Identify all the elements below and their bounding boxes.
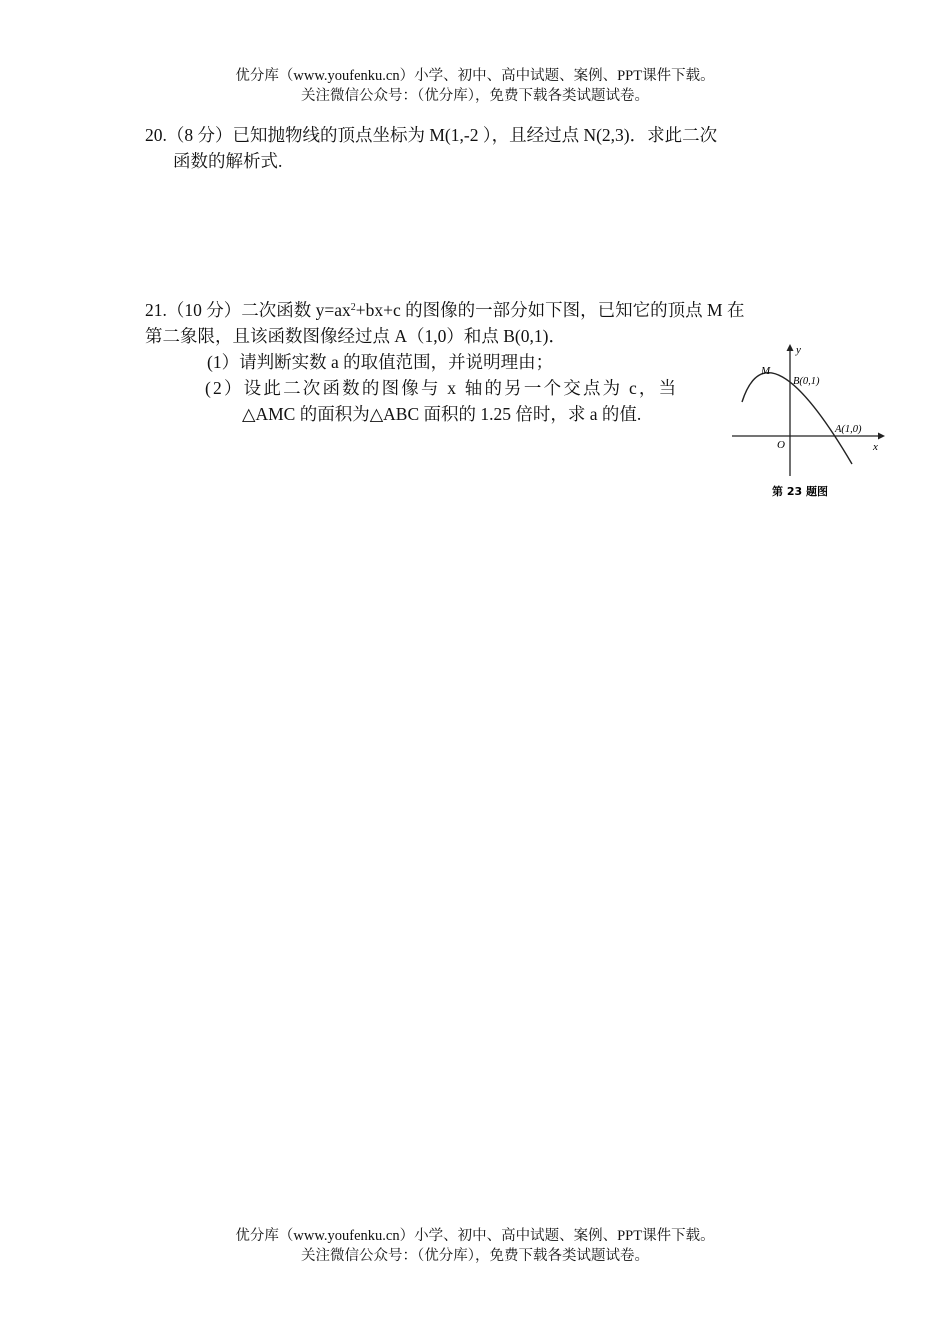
question-21-line-1 bbox=[145, 297, 744, 323]
question-20 bbox=[145, 122, 717, 174]
question-21-part-2-continued: △AMC 的面积为△ABC 面积的 1.25 倍时，求 a 的值. bbox=[242, 404, 642, 424]
point-a-label: A(1,0) bbox=[835, 424, 862, 435]
question-21-part-1: (1）请判断实数 a 的取值范围，并说明理由； bbox=[207, 352, 554, 372]
origin-label: O bbox=[777, 439, 785, 451]
question-20-line-1: 20.（8 分）已知抛物线的顶点坐标为 M(1,-2 ），且经过点 N(2,3)．求此二次 bbox=[145, 125, 718, 145]
footer-line-2: 关注微信公众号：（优分库），免费下载各类试题试卷。 bbox=[301, 1248, 649, 1264]
point-b-label: B(0,1) bbox=[793, 376, 820, 387]
y-axis-arrow bbox=[787, 344, 794, 351]
y-axis-label: y bbox=[796, 344, 801, 356]
vertex-label: M bbox=[761, 365, 771, 377]
x-axis-label: x bbox=[873, 441, 878, 453]
footer-line-1: 优分库（www.youfenku.cn）小学、初中、高中试题、案例、PPT课件下载。 bbox=[235, 1228, 715, 1244]
parabola-graph bbox=[728, 340, 890, 506]
figure-caption: 第 23 题图 bbox=[772, 485, 828, 498]
page-footer bbox=[0, 1226, 950, 1266]
question-21-line-2: 第二象限，且该函数图像经过点 A（1,0）和点 B(0,1)． bbox=[145, 326, 566, 346]
parabola-figure bbox=[728, 340, 890, 506]
question-20-line-2: 函数的解析式. bbox=[173, 151, 283, 171]
exponent: 2 bbox=[350, 302, 356, 313]
question-21-part-2: (2）设此二次函数的图像与 x 轴的另一个交点为 c，当 bbox=[205, 378, 679, 398]
question-21-line-1-start: 21.（10 分）二次函数 y=ax bbox=[145, 300, 351, 320]
question-21 bbox=[145, 297, 744, 427]
question-21-line-1-end: +bx+c 的图像的一部分如下图，已知它的顶点 M 在 bbox=[355, 300, 745, 320]
header-line-1: 优分库（www.youfenku.cn）小学、初中、高中试题、案例、PPT课件下载。 bbox=[235, 68, 715, 84]
header-line-2: 关注微信公众号：（优分库），免费下载各类试题试卷。 bbox=[301, 88, 649, 104]
x-axis-arrow bbox=[878, 433, 885, 440]
page-header bbox=[0, 66, 950, 106]
